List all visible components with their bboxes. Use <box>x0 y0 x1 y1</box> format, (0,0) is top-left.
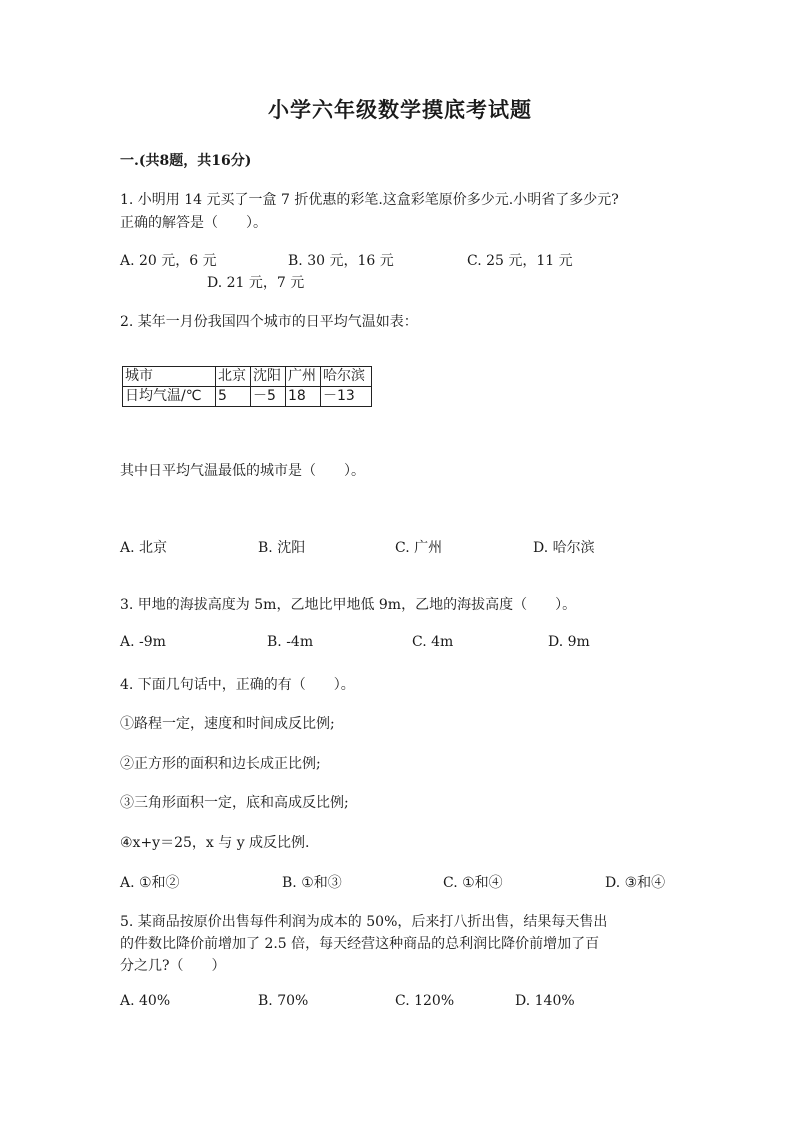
question-5-option-c: C. 120% <box>395 993 455 1009</box>
question-2-prompt: 其中日平均气温最低的城市是（ ）。 <box>120 463 365 479</box>
question-5-option-a: A. 40% <box>120 993 171 1009</box>
table-header-row <box>123 367 372 387</box>
question-5-option-d: D. 140% <box>515 993 575 1009</box>
page-title: 小学六年级数学摸底考试题 <box>268 97 532 122</box>
table-cell: 日均气温/℃ <box>123 387 216 407</box>
question-1-option-d: D. 21 元，7 元 <box>207 275 305 291</box>
table-cell: 沈阳 <box>251 367 286 387</box>
table-cell: －13 <box>321 387 372 407</box>
question-2-stem: 2. 某年一月份我国四个城市的日平均气温如表： <box>120 314 418 330</box>
table-cell: 城市 <box>123 367 216 387</box>
question-2-option-b: B. 沈阳 <box>258 540 306 556</box>
question-3-option-b: B. -4m <box>267 634 314 650</box>
question-3-option-d: D. 9m <box>548 634 590 650</box>
question-3-stem: 3. 甲地的海拔高度为 5m，乙地比甲地低 9m，乙地的海拔高度（ ）。 <box>120 597 577 613</box>
table-cell: 哈尔滨 <box>321 367 372 387</box>
question-4-option-b: B. ①和③ <box>282 875 342 891</box>
question-2-option-a: A. 北京 <box>120 540 168 556</box>
table-cell: －5 <box>251 387 286 407</box>
question-5-line-3: 分之几?（ ） <box>120 958 226 974</box>
question-4-statement-2: ②正方形的面积和边长成正比例; <box>120 756 321 772</box>
question-4-statement-3: ③三角形面积一定，底和高成反比例; <box>120 795 349 811</box>
table-cell: 北京 <box>216 367 251 387</box>
question-4-stem: 4. 下面几句话中，正确的有（ ）。 <box>120 677 355 693</box>
question-1-option-b: B. 30 元，16 元 <box>288 253 394 269</box>
table-cell: 广州 <box>286 367 321 387</box>
question-5-line-1: 5. 某商品按原价出售每件利润为成本的 50%，后来打八折出售，结果每天售出 <box>120 914 608 930</box>
question-4-statement-4: ④x+y＝25，x 与 y 成反比例. <box>120 835 310 851</box>
temperature-table <box>122 366 372 407</box>
question-2-option-d: D. 哈尔滨 <box>533 540 595 556</box>
table-cell: 5 <box>216 387 251 407</box>
question-4-statement-1: ①路程一定，速度和时间成反比例; <box>120 716 335 732</box>
question-4-option-a: A. ①和② <box>120 875 180 891</box>
section-heading: 一.(共8题，共16分) <box>120 153 252 169</box>
question-4-option-c: C. ①和④ <box>443 875 503 891</box>
question-1-line-2: 正确的解答是（ ）。 <box>120 215 267 231</box>
question-3-option-a: A. -9m <box>120 634 166 650</box>
question-1-option-c: C. 25 元，11 元 <box>467 253 573 269</box>
table-row <box>123 387 372 407</box>
question-5-line-2: 的件数比降价前增加了 2.5 倍，每天经营这种商品的总利润比降价前增加了百 <box>120 936 600 952</box>
question-5-option-b: B. 70% <box>258 993 309 1009</box>
question-1-option-a: A. 20 元，6 元 <box>120 253 217 269</box>
question-3-option-c: C. 4m <box>412 634 454 650</box>
question-2-option-c: C. 广州 <box>395 540 443 556</box>
table-cell: 18 <box>286 387 321 407</box>
question-1-line-1: 1. 小明用 14 元买了一盒 7 折优惠的彩笔.这盒彩笔原价多少元.小明省了多少元? <box>120 192 619 208</box>
question-4-option-d: D. ③和④ <box>605 875 666 891</box>
